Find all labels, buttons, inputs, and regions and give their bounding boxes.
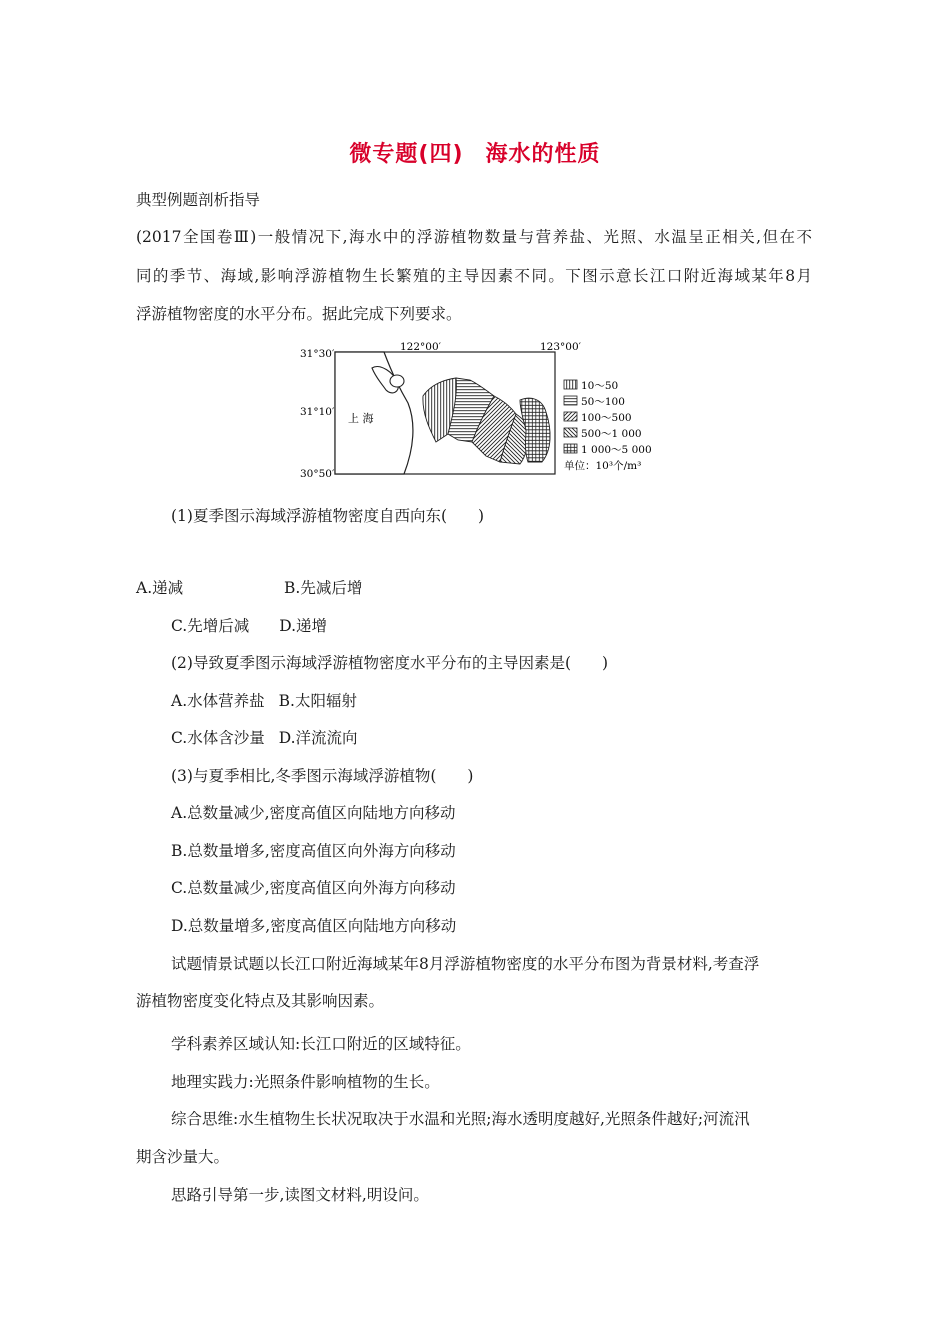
stem-line-2: 同的季节、海域,影响浮游植物生长繁殖的主导因素不同。下图示意长江口附近海域某年8月 xyxy=(136,267,812,285)
lon-label: 123°00′ xyxy=(540,341,582,353)
analysis-practice: 地理实践力:光照条件影响植物的生长。 xyxy=(171,1073,440,1091)
q3-stem: (3)与夏季相比,冬季图示海域浮游植物( ) xyxy=(171,767,474,785)
q2-options-ab xyxy=(171,690,357,712)
legend-swatch xyxy=(564,412,577,421)
q3-option-c: C.总数量减少,密度高值区向外海方向移动 xyxy=(171,879,456,897)
legend-label: 100～500 xyxy=(581,412,632,424)
section-heading: 典型例题剖析指导 xyxy=(136,191,261,209)
place-label-shanghai: 上 海 xyxy=(348,412,374,425)
q1-options-ab xyxy=(136,577,363,599)
title-main: 微专题(四) xyxy=(349,142,464,167)
analysis-guide: 思路引导第一步,读图文材料,明设问。 xyxy=(171,1186,429,1204)
q1-option-c: C.先增后减 xyxy=(171,617,250,635)
lon-label: 122°00′ xyxy=(400,341,442,353)
legend-label: 50～100 xyxy=(581,396,625,408)
q2-option-b: B.太阳辐射 xyxy=(278,692,357,710)
q3-option-a: A.总数量减少,密度高值区向陆地方向移动 xyxy=(171,804,456,822)
island-small xyxy=(390,375,404,387)
analysis-literacy: 学科素养区域认知:长江口附近的区域特征。 xyxy=(171,1035,471,1053)
q1-options-cd xyxy=(171,615,327,637)
title-sub: 海水的性质 xyxy=(485,142,601,167)
q1-option-a: A.递减 xyxy=(136,579,184,597)
map-legend xyxy=(564,380,652,472)
legend-label: 10～50 xyxy=(581,380,619,392)
q3-option-b: B.总数量增多,密度高值区向外海方向移动 xyxy=(171,842,456,860)
q3-option-d: D.总数量增多,密度高值区向陆地方向移动 xyxy=(171,917,457,935)
lat-label: 31°10′ xyxy=(300,406,335,418)
q2-option-d: D.洋流流向 xyxy=(278,729,358,747)
analysis-context-2: 游植物密度变化特点及其影响因素。 xyxy=(136,992,385,1010)
stem-line-3: 浮游植物密度的水平分布。据此完成下列要求。 xyxy=(136,305,462,323)
page-title xyxy=(0,137,950,168)
q2-option-a: A.水体营养盐 xyxy=(171,692,265,710)
stem-line-1: (2017全国卷Ⅲ)一般情况下,海水中的浮游植物数量与营养盐、光照、水温呈正相关,但在不 xyxy=(136,228,812,246)
q1-stem: (1)夏季图示海域浮游植物密度自西向东( ) xyxy=(171,507,485,525)
q2-stem: (2)导致夏季图示海域浮游植物密度水平分布的主导因素是( ) xyxy=(171,654,609,672)
legend-swatch xyxy=(564,428,577,437)
legend-swatch xyxy=(564,444,577,453)
analysis-context-1: 试题情景试题以长江口附近海域某年8月浮游植物密度的水平分布图为背景材料,考查浮 xyxy=(171,955,760,973)
q1-option-b: B.先减后增 xyxy=(284,579,363,597)
lat-label: 30°50′ xyxy=(300,468,335,480)
plankton-density-map xyxy=(290,338,670,486)
q2-option-c: C.水体含沙量 xyxy=(171,729,265,747)
q1-option-d: D.递增 xyxy=(279,617,328,635)
legend-label: 1 000～5 000 xyxy=(581,444,652,456)
analysis-thinking-1: 综合思维:水生植物生长状况取决于水温和光照;海水透明度越好,光照条件越好;河流汛 xyxy=(171,1110,750,1128)
analysis-thinking-2: 期含沙量大。 xyxy=(136,1148,230,1166)
legend-swatch xyxy=(564,380,577,389)
q2-options-cd xyxy=(171,727,358,749)
lat-label: 31°30′ xyxy=(300,348,335,360)
legend-unit: 单位：10³个/m³ xyxy=(564,460,642,472)
legend-label: 500～1 000 xyxy=(581,428,642,440)
legend-swatch xyxy=(564,396,577,405)
